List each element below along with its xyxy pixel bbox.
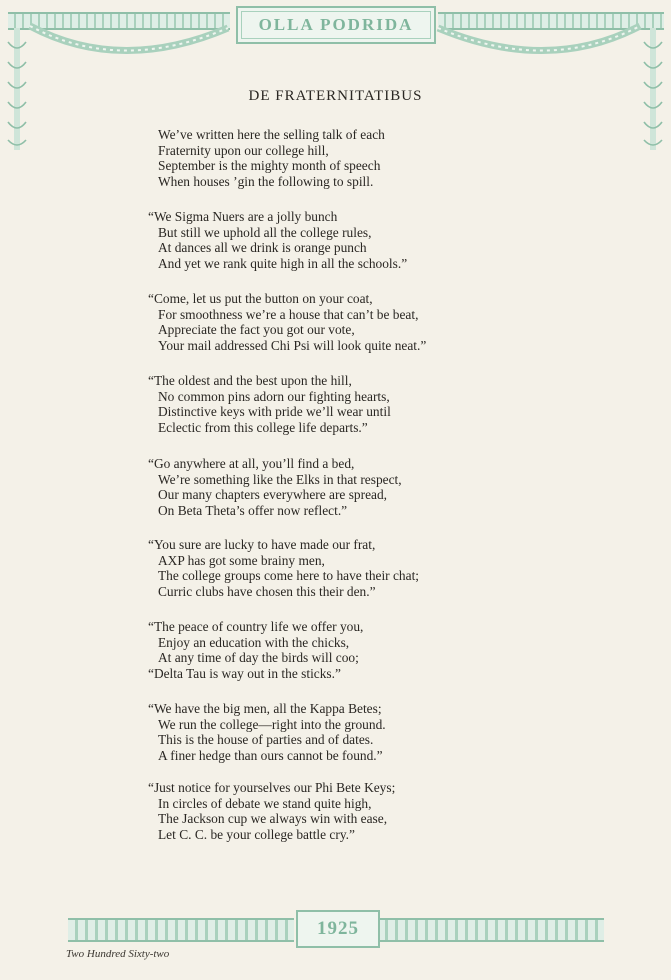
- header-title-plaque: [236, 6, 436, 44]
- footer-border-right: [378, 918, 604, 942]
- stanza-5: [148, 456, 402, 518]
- poem-title: DE FRATERNITATIBUS: [248, 88, 423, 104]
- poem-line: This is the house of parties and of dates.: [158, 732, 374, 748]
- stanza-3: [148, 291, 426, 353]
- poem-line: “Come, let us put the button on your coat,: [148, 291, 373, 306]
- poem-line: Eclectic from this college life departs.”: [158, 419, 368, 435]
- poem-line: And yet we rank quite high in all the schools.”: [158, 255, 408, 271]
- garland-left-ornament: [10, 22, 232, 68]
- poem-line: “Delta Tau is way out in the sticks.”: [148, 665, 341, 681]
- poem-line: For smoothness we’re a house that can’t be beat,: [158, 306, 419, 322]
- poem-line: Distinctive keys with pride we’ll wear until: [158, 404, 391, 420]
- poem-line: Curric clubs have chosen this their den.”: [158, 583, 376, 599]
- poem-line: Your mail addressed Chi Psi will look quite neat.”: [158, 337, 427, 353]
- poem-line: “The peace of country life we offer you,: [148, 619, 364, 634]
- publication-title: OLLA PODRIDA: [258, 15, 414, 34]
- stanza-4: [148, 373, 391, 435]
- poem-line: Let C. C. be your college battle cry.”: [158, 826, 355, 842]
- poem-line: “We Sigma Nuers are a jolly bunch: [148, 209, 338, 224]
- stanza-9: [148, 780, 395, 842]
- stanza-1: [148, 127, 385, 189]
- poem-line: Enjoy an education with the chicks,: [158, 634, 350, 650]
- stanza-6: [148, 537, 419, 599]
- footer-border-left: [68, 918, 294, 942]
- page-number: Two Hundred Sixty-two: [66, 948, 170, 960]
- poem-line: “You sure are lucky to have made our frat,: [148, 537, 376, 552]
- poem-line: But still we uphold all the college rules,: [158, 224, 372, 240]
- poem-line: At dances all we drink is orange punch: [158, 240, 367, 256]
- stanza-8: [148, 701, 386, 763]
- poem-line: September is the mighty month of speech: [158, 158, 381, 174]
- poem-line: Appreciate the fact you got our vote,: [158, 322, 355, 338]
- poem-line: No common pins adorn our fighting hearts,: [158, 388, 390, 404]
- poem-line: We run the college—right into the ground.: [158, 716, 386, 732]
- year-label: 1925: [317, 918, 359, 939]
- poem-line: We’ve written here the selling talk of each: [158, 127, 385, 142]
- poem-line: In circles of debate we stand quite high,: [158, 795, 372, 811]
- stanza-2: [148, 209, 407, 271]
- poem-line: At any time of day the birds will coo;: [158, 650, 359, 666]
- poem-line: AXP has got some brainy men,: [158, 552, 325, 568]
- stanza-7: [148, 619, 363, 681]
- poem-line: “Go anywhere at all, you’ll find a bed,: [148, 456, 355, 471]
- poem-line: Fraternity upon our college hill,: [158, 142, 329, 158]
- poem-line: The college groups come here to have their chat;: [158, 568, 420, 584]
- poem-line: “We have the big men, all the Kappa Betes;: [148, 701, 382, 716]
- poem-line: “Just notice for yourselves our Phi Bete Keys;: [148, 780, 396, 795]
- poem-line: We’re something like the Elks in that respect,: [158, 471, 402, 487]
- poem-line: The Jackson cup we always win with ease,: [158, 811, 388, 827]
- poem-line: Our many chapters everywhere are spread,: [158, 487, 388, 503]
- poem-line: When houses ’gin the following to spill.: [158, 173, 374, 189]
- poem-line: On Beta Theta’s offer now reflect.”: [158, 502, 348, 518]
- poem-line: A finer hedge than ours cannot be found.”: [158, 747, 383, 763]
- garland-right-ornament: [432, 22, 658, 68]
- footer-year-plaque: [296, 910, 380, 948]
- poem-line: “The oldest and the best upon the hill,: [148, 373, 352, 388]
